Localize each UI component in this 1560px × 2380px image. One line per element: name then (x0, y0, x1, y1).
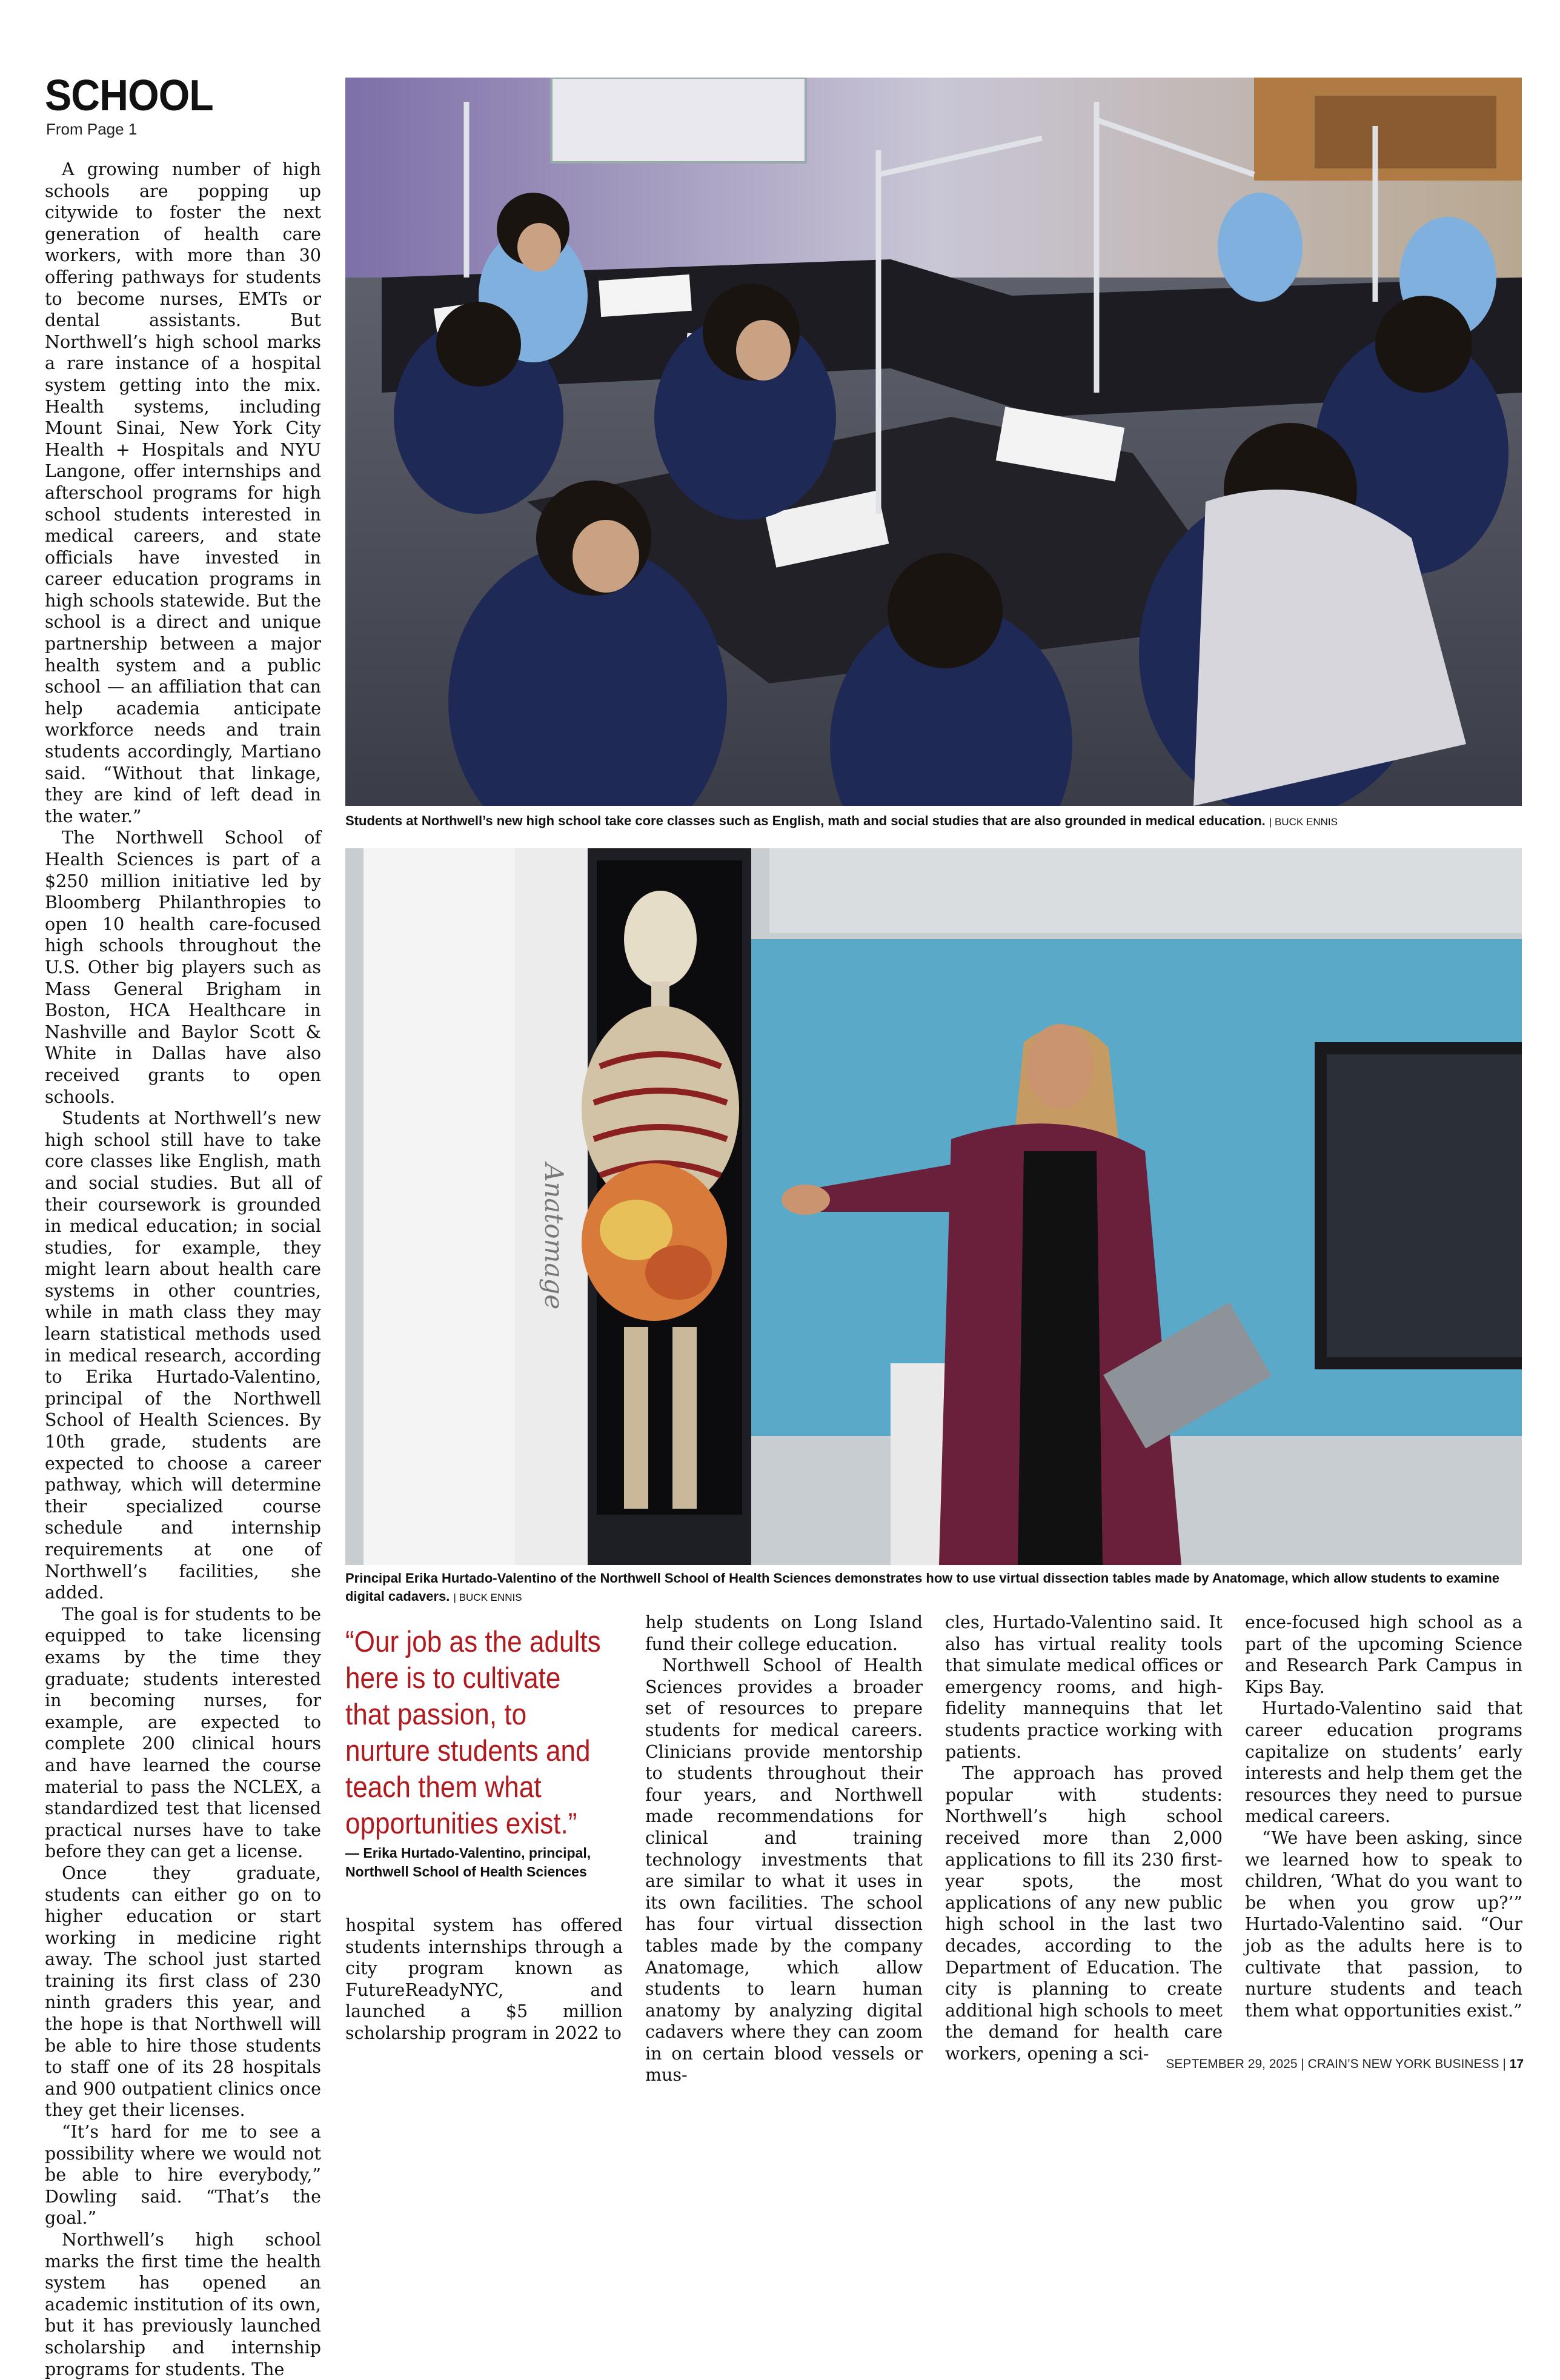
pull-quote: “Our job as the adults here is to cultivate that passion, to nurture students and teach them what opportunities exist.” (345, 1626, 601, 1840)
anatomage-photo (345, 848, 1522, 1565)
column-3 (645, 1612, 923, 2086)
photo2-credit: | BUCK ENNIS (453, 1592, 522, 1603)
col3-para: help students on Long Island fund their college education. (645, 1612, 923, 1654)
attribution-line-2: Northwell School of Health Sciences (345, 1864, 587, 1880)
continued-from: From Page 1 (46, 120, 138, 138)
photo1-caption-text: Students at Northwell’s new high school take core classes such as English, math and social studies that are also grounded in medical education. (345, 813, 1266, 828)
section-title: SCHOOL (45, 71, 213, 120)
col1-para: The goal is for students to be equipped to take licensing exams by the time they graduate; students interested in becoming nurses, for example, are expected to complete 200 clinical hours and have learned the course material to pass the NCLEX, a standardized test that licensed practical nurses have to take before they can get a license. (45, 1604, 321, 1862)
photo2-caption (345, 1569, 1522, 1607)
column-5 (1245, 1612, 1522, 2021)
col2-para: hospital system has offered students internships through a city program known as FutureReadyNYC, and launched a $5 million scholarship program in 2022 to (345, 1915, 623, 2043)
classroom-photo (345, 78, 1522, 806)
pull-quote-attribution (345, 1844, 636, 1881)
col1-para: Northwell’s high school marks the first time the health system has opened an academic institution of its own, but it has previously launched scholarship and internship programs for students. The (45, 2230, 321, 2379)
col3-para: Northwell School of Health Sciences provides a broader set of resources to prepare students for medical careers. Clinicians provide mentorship to students throughout their four years, and Northwell made recommendations for clinical and training technology investments that are similar to what it uses in its own facilities. The school has four virtual dissection tables made by the company Anatomage, which allow students to learn human anatomy by analyzing digital cadavers where they can zoom in on certain blood vessels or mus- (645, 1655, 923, 2086)
col1-para: The Northwell School of Health Sciences is part of a $250 million initiative led by Bloomberg Philanthropies to open 10 health care-focused high schools throughout the U.S. Other big players such as Mass General Brigham in Boston, HCA Healthcare in Nashville and Baylor Scott & White in Dallas have also received grants to open schools. (45, 828, 321, 1107)
page-footer (1166, 2057, 1524, 2072)
photo1-caption (345, 812, 1522, 831)
photo1-credit: | BUCK ENNIS (1269, 816, 1338, 828)
col1-para: A growing number of high schools are popping up citywide to foster the next generation of health care workers, with more than 30 offering pathways for students to become nurses, EMTs or dental assistants. But Northwell’s high school marks a rare instance of a hospital system getting into the mix. Health systems, including Mount Sinai, New York City Health + Hospitals and NYU Langone, offer internships and afterschool programs for high school students interested in medical careers, and state officials have invested in career education programs in high schools statewide. But the school is a direct and unique partnership between a major health system and a public school — an affiliation that can help academia anticipate workforce needs and train students accordingly, Martiano said. “Without that linkage, they are kind of left dead in the water.” (45, 159, 321, 826)
col4-para: cles, Hurtado-Valentino said. It also has virtual reality tools that simulate medical offices or emergency rooms, and high-fidelity mannequins that let students practice working with patients. (945, 1612, 1223, 1762)
attribution-line-1: — Erika Hurtado-Valentino, principal, (345, 1845, 591, 1861)
col1-para: Students at Northwell’s new high school still have to take core classes like English, math and social studies. But all of their coursework is grounded in medical education; in social studies, for example, they might learn about health care systems in other countries, while in math class they may learn statistical methods used in medical research, according to Erika Hurtado-Valentino, principal of the Northwell School of Health Sciences. By 10th grade, students are expected to choose a career pathway, which will determine their specialized course schedule and internship requirements at one of Northwell’s facilities, she added. (45, 1108, 321, 1603)
col5-para: ence-focused high school as a part of the upcoming Science and Research Park Campus in Kips Bay. (1245, 1612, 1522, 1697)
photo2-caption-text: Principal Erika Hurtado-Valentino of the Northwell School of Health Sciences demonstrates how to use virtual dissection tables made by Anatomage, which allow students to examine digital cadavers. (345, 1571, 1500, 1604)
classroom-photo-illustration (345, 78, 1522, 806)
col1-para: Once they graduate, students can either go on to higher education or start working in medicine right away. The school just started training its first class of 230 ninth graders this year, and the hope is that Northwell will be able to hire those students to staff one of its 28 hospitals and 900 outpatient clinics once they get their licenses. (45, 1863, 321, 2121)
footer-folio: SEPTEMBER 29, 2025 | CRAIN’S NEW YORK BUSINESS | (1166, 2057, 1506, 2071)
column-1 (45, 159, 321, 2380)
anatomage-photo-illustration (345, 848, 1522, 1565)
anatomage-brand-text: Anatomage (539, 1163, 569, 1310)
col1-para: “It’s hard for me to see a possibility where we would not be able to hire everybody,” Dowling said. “That’s the goal.” (45, 2122, 321, 2229)
page-number: 17 (1509, 2057, 1524, 2071)
col4-para: The approach has proved popular with students: Northwell’s high school received more than 2,000 applications to fill its 230 first-year spots, the most applications of any new public high school in the last two decades, according to the Department of Education. The city is planning to create additional high schools to meet the demand for health care workers, opening a sci- (945, 1763, 1223, 2064)
col5-para: Hurtado-Valentino said that career education programs capitalize on students’ early interests and help them get the resources they need to pursue medical careers. (1245, 1698, 1522, 1827)
col5-para: “We have been asking, since we learned how to speak to children, ‘What do you want to be when you grow up?’” Hurtado-Valentino said. “Our job as the adults here is to cultivate that passion, to nurture students and teach them what opportunities exist.” (1245, 1827, 1522, 2021)
column-4 (945, 1612, 1223, 2064)
column-2 (345, 1915, 623, 2044)
